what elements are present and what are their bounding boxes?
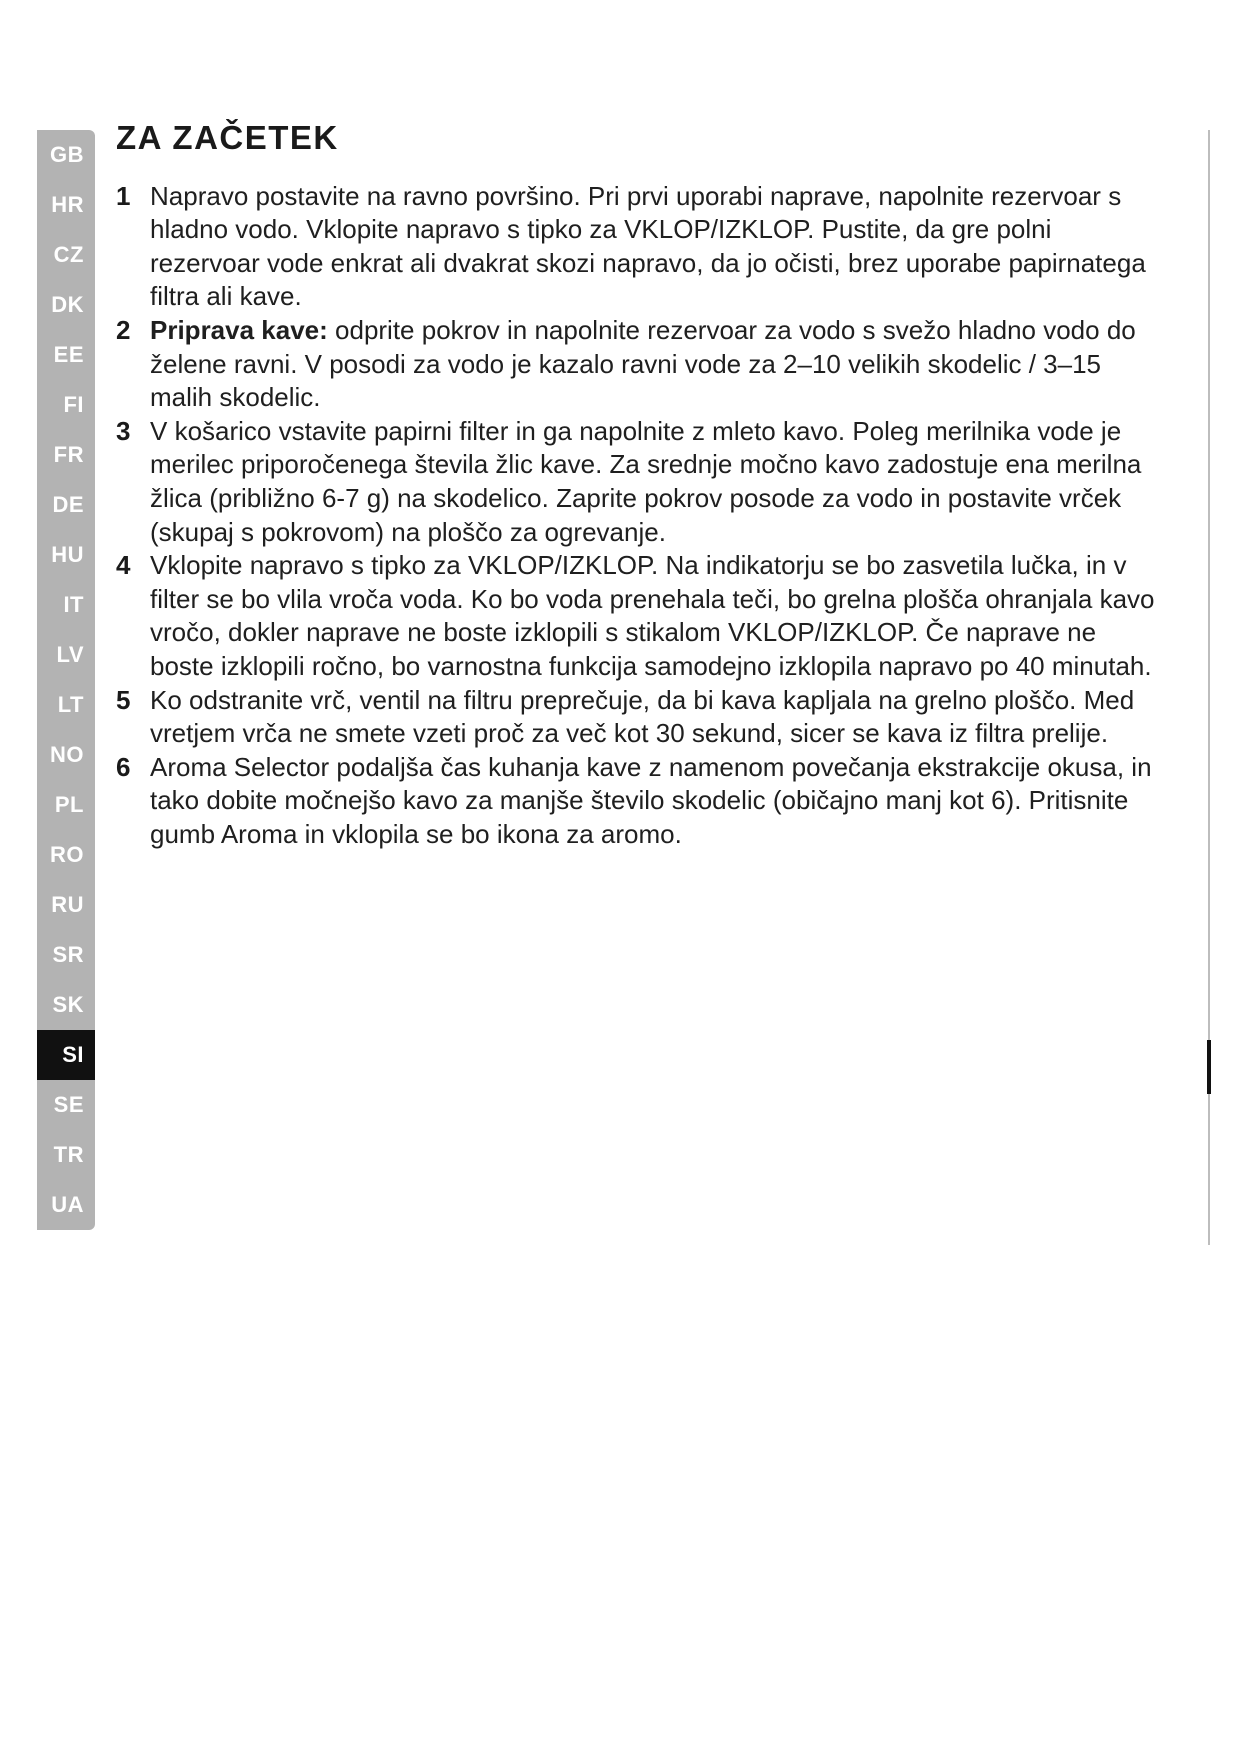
language-tab-it[interactable]: IT <box>37 580 95 630</box>
step-item <box>116 684 1156 751</box>
step-lead: Priprava kave: <box>150 314 328 345</box>
step-text: Ko odstranite vrč, ventil na filtru preprečuje, da bi kava kapljala na grelno ploščo. Med vretjem vrča ne smete vzeti proč za več kot 30 sekund, sicer se kava iz filtra prelije. <box>150 684 1135 749</box>
step-text: V košarico vstavite papirni filter in ga napolnite z mleto kavo. Poleg merilnika vode je merilec priporočenega števila žlic kave. Za srednje močno kavo zadostuje ena merilna žlica (približno 6-7 g) na skodelico. Zaprite pokrov posode za vodo in postavite vrček (skupaj s pokrovom) na ploščo za ogrevanje. <box>150 415 1142 547</box>
language-tab-fr[interactable]: FR <box>37 430 95 480</box>
step-number: 3 <box>116 415 131 446</box>
language-tab-cz[interactable]: CZ <box>37 230 95 280</box>
step-text: Aroma Selector podaljša čas kuhanja kave z namenom povečanja ekstrakcije okusa, in tako dobite močnejšo kavo za manjše število skodelic (običajno manj kot 6). Pritisnite gumb Aroma in vklopila se bo ikona za aromo. <box>150 751 1152 849</box>
language-tab-se[interactable]: SE <box>37 1080 95 1130</box>
step-number: 2 <box>116 314 131 345</box>
instructions-content <box>116 118 1156 851</box>
step-text: odprite pokrov in napolnite rezervoar za vodo s svežo hladno vodo do želene ravni. V posodi za vodo je kazalo ravni vode za 2–10 velikih skodelic / 3–15 malih skodelic. <box>150 314 1136 413</box>
language-tabs <box>37 130 95 1230</box>
language-tab-lt[interactable]: LT <box>37 680 95 730</box>
step-number: 5 <box>116 684 131 715</box>
step-number: 4 <box>116 550 131 581</box>
language-tab-de[interactable]: DE <box>37 480 95 530</box>
language-tab-si-active[interactable]: SI <box>37 1030 95 1080</box>
step-number: 6 <box>116 751 131 782</box>
language-tab-hu[interactable]: HU <box>37 530 95 580</box>
language-tab-no[interactable]: NO <box>37 730 95 780</box>
language-tab-sk[interactable]: SK <box>37 980 95 1030</box>
language-tab-sr[interactable]: SR <box>37 930 95 980</box>
language-tab-ee[interactable]: EE <box>37 330 95 380</box>
step-text: Napravo postavite na ravno površino. Pri prvi uporabi naprave, napolnite rezervoar s hladno vodo. Vklopite napravo s tipko za VKLOP/IZKLOP. Pustite, da gre polni rezervoar vode enkrat ali dvakrat skozi napravo, da jo očisti, brez uporabe papirnatega filtra ali kave. <box>150 180 1146 312</box>
language-tab-tr[interactable]: TR <box>37 1130 95 1180</box>
language-tab-pl[interactable]: PL <box>37 780 95 830</box>
steps-list <box>116 180 1156 852</box>
language-tab-gb[interactable]: GB <box>37 130 95 180</box>
step-text: Vklopite napravo s tipko za VKLOP/IZKLOP. Na indikatorju se bo zasvetila lučka, in v filter se bo vlila vroča voda. Ko bo voda prenehala teči, bo grelna plošča ohranjala kavo vročo, dokler naprave ne boste izklopili s stikalom VKLOP/IZKLOP. Če naprave ne boste izklopili ročno, bo varnostna funkcija samodejno izklopila napravo po 40 minutah. <box>150 550 1155 681</box>
step-item <box>116 549 1156 683</box>
language-tab-ru[interactable]: RU <box>37 880 95 930</box>
step-item <box>116 415 1156 549</box>
step-item <box>116 180 1156 314</box>
page-edge-marker <box>1207 1040 1211 1094</box>
step-item <box>116 751 1156 852</box>
language-tab-hr[interactable]: HR <box>37 180 95 230</box>
step-number: 1 <box>116 180 131 211</box>
step-item <box>116 314 1156 415</box>
language-tab-lv[interactable]: LV <box>37 630 95 680</box>
language-tab-fi[interactable]: FI <box>37 380 95 430</box>
page-title: ZA ZAČETEK <box>116 119 339 156</box>
language-tab-dk[interactable]: DK <box>37 280 95 330</box>
language-tab-ro[interactable]: RO <box>37 830 95 880</box>
language-tab-ua[interactable]: UA <box>37 1180 95 1230</box>
